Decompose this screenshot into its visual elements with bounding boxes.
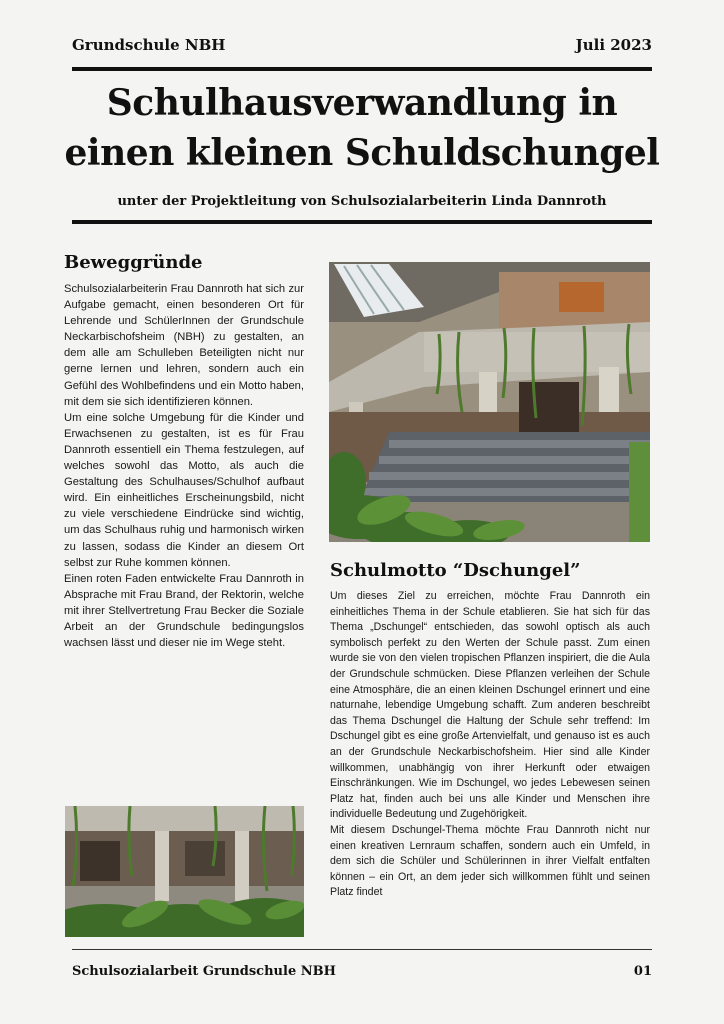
page-subtitle: unter der Projektleitung von Schulsozialarbeiterin Linda Dannroth — [117, 194, 607, 209]
footer-rule — [72, 949, 652, 950]
page-header — [72, 36, 652, 54]
page-title: Schulhausverwandlung in einen kleinen Schuldschungel — [64, 82, 660, 174]
page-number: 01 — [633, 964, 652, 979]
paragraph: Um eine solche Umgebung für die Kinder und Erwachsenen zu gestalten, ist es für Frau Dannroth essentiell ein Thema festzulegen, auf welches sowohl das Motto, als auch die Gestaltung des Schulhauses/Schulhof aufbaut wird. Ein einheitliches Erscheinungsbild, nicht zu viele verschiedene Eindrücke sind wichtig, um das Schulhaus ruhig und harmonisch wirken zu lassen, sodass die Kinder an diesem Ort selbst zur Ruhe kommen können. — [64, 411, 304, 569]
section-body — [330, 589, 650, 901]
paragraph: Einen roten Faden entwickelte Frau Dannroth in Absprache mit Frau Brand, der Rektorin, welche mit ihrer Stellvertretung Frau Becker die Soziale Arbeit an der Grundschule bedingungslos wachsen lässt und dieser nie im Wege steht. — [64, 572, 304, 650]
section-schulmotto — [330, 560, 650, 901]
hallway-photo — [65, 806, 304, 937]
section-body — [64, 281, 304, 651]
footer-label: Schulsozialarbeit Grundschule NBH — [72, 964, 336, 979]
paragraph: Schulsozialarbeiterin Frau Dannroth hat sich zur Aufgabe gemacht, einen besonderen Ort für Lehrende und SchülerInnen der Grundschule Neckarbischofsheim (NBH) zu gestalten, an dem alle am Schulleben Beteiligten nicht nur gerne lernen und lehren, sondern auch ein Gefühl des Wohlbefindens und ein Motto haben, mit dem sie sich identifizieren können. — [64, 283, 304, 408]
paragraph: Um dieses Ziel zu erreichen, möchte Frau Dannroth ein einheitliches Thema in der Schule etablieren. Sie hat sich für das Thema „Dschungel“ entschieden, das sowohl optisch als auch symbolisch perfekt zu den Werten der Schule passt. Zum einen wurde sie von den vielen tropischen Pflanzen inspiriert, die die Aula der Grundschule schmücken. Diese Pflanzen verleihen der Schule eine Atmosphäre, die an einen kleinen Dschungel erinnert und eine naturnahe, lebendige Umgebung schafft. Zum anderen beschreibt das Thema Dschungel die Haltung der Schule sehr treffend: Im Dschungel gibt es eine große Artenvielfalt, und genauso ist es auch an der Grundschule Neckarbischofsheim. Hier sind alle Kinder willkommen, unabhängig von ihrer Herkunft oder etwaigen Einschränkungen. Wie im Dschungel, wo jedes Lebewesen seinen Platz hat, finden auch bei uns alle Kinder und Menschen ihre individuelle Bedeutung und Zugehörigkeit. — [330, 590, 650, 821]
section-beweggruende — [64, 252, 304, 651]
page-footer — [72, 964, 652, 979]
issue-date: Juli 2023 — [575, 36, 652, 54]
paragraph: Mit diesem Dschungel-Thema möchte Frau Dannroth nicht nur einen kreativen Lernraum schaffen, sondern auch ein Umfeld, in dem sich die Schüler und Schülerinnen in ihrer Vielfalt entfalten können – ein Ort, an dem jeder sich willkommen fühlt und seinen Platz findet — [330, 823, 650, 899]
section-heading: Beweggründe — [64, 252, 203, 273]
top-rule — [72, 67, 652, 71]
atrium-photo — [329, 262, 650, 542]
title-rule — [72, 220, 652, 224]
school-name: Grundschule NBH — [72, 36, 226, 54]
section-heading: Schulmotto “Dschungel” — [330, 560, 581, 581]
